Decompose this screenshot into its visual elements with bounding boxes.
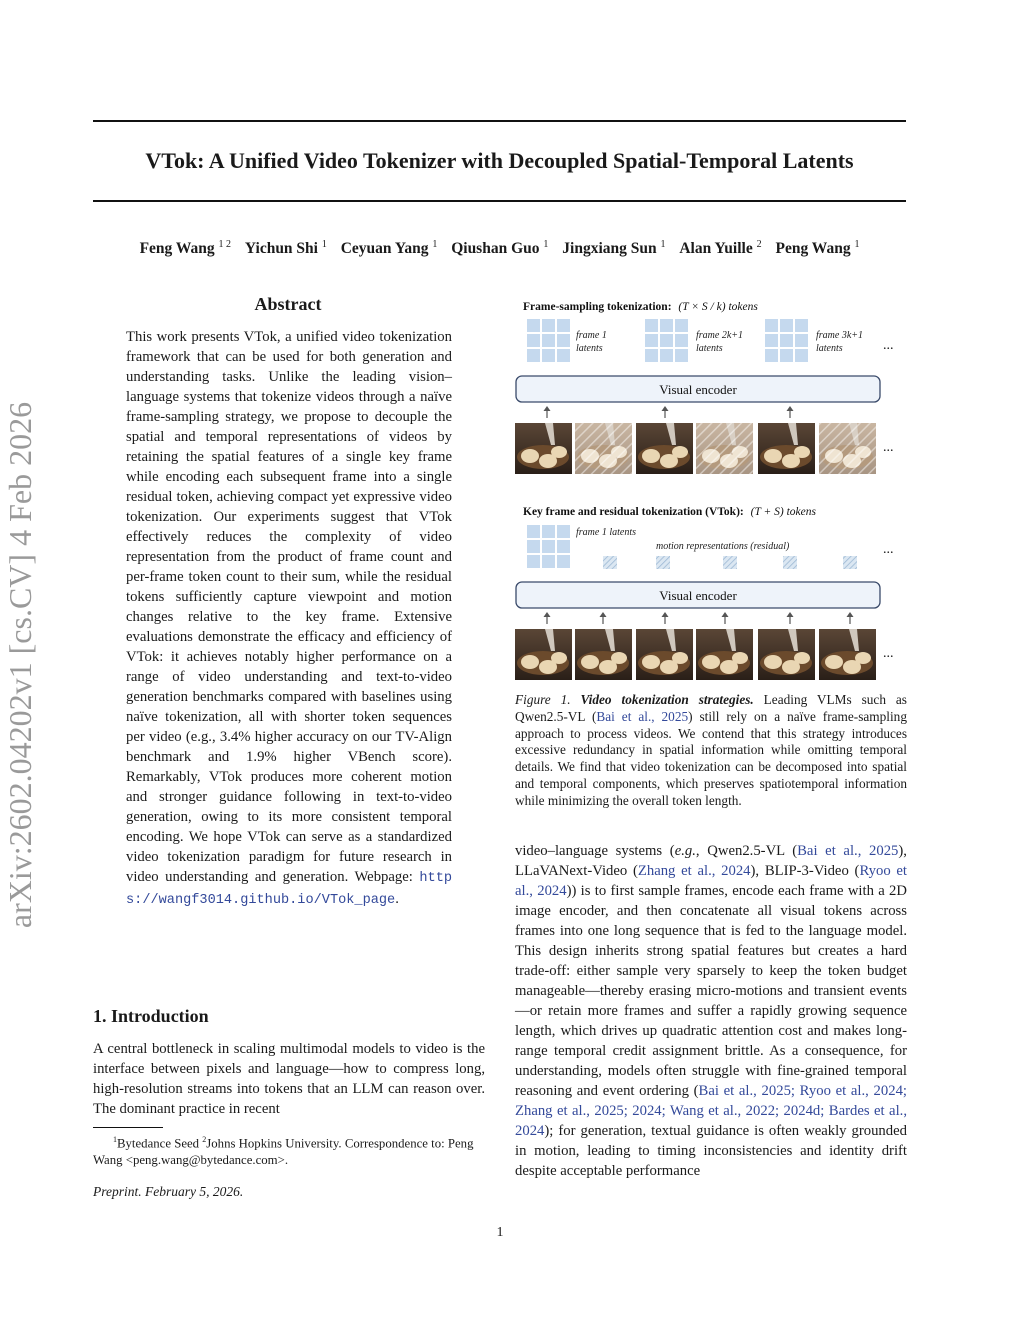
author: Jingxiang Sun $^1$ bbox=[562, 239, 666, 258]
arrow-head bbox=[787, 612, 794, 617]
webpage-link[interactable]: https://wangf3014.github.io/VTok_page bbox=[126, 871, 453, 908]
video-frame bbox=[758, 629, 815, 680]
author-list bbox=[93, 234, 906, 260]
latent-cell bbox=[527, 540, 540, 553]
latent-cell bbox=[660, 334, 673, 347]
arxiv-identifier: arXiv:2602.04202v1 [cs.CV] 4 Feb 2026 bbox=[2, 401, 38, 929]
title-bottom-rule bbox=[93, 200, 906, 202]
intro-paragraph: A central bottleneck in scaling multimodal models to video is the interface between pixels and language—how to compress long, high-resolution streams into tokens that an LLM can reason over. The dominant practice in recent bbox=[93, 1041, 485, 1117]
latent-cell bbox=[780, 319, 793, 332]
paper-title: VTok: A Unified Video Tokenizer with Decoupled Spatial-Temporal Latents bbox=[145, 148, 854, 173]
latent-cell bbox=[527, 525, 540, 538]
pancake bbox=[702, 655, 720, 669]
pancake bbox=[672, 446, 688, 458]
video-frame-skipped bbox=[575, 423, 632, 474]
bottom-video-frames bbox=[515, 629, 876, 680]
pancake bbox=[855, 652, 871, 664]
latent-cell bbox=[765, 319, 778, 332]
latent-cell bbox=[542, 334, 555, 347]
pancake bbox=[794, 652, 810, 664]
latent-cell bbox=[765, 349, 778, 362]
bottom-panel-heading: Key frame and residual tokenization (VTok): (T + S) tokens bbox=[523, 506, 816, 518]
latent-cell bbox=[645, 349, 658, 362]
visual-encoder-top-label: Visual encoder bbox=[659, 382, 737, 397]
latent-cell bbox=[542, 555, 555, 568]
arrow-head bbox=[600, 612, 607, 617]
figure-1-diagram bbox=[513, 294, 909, 684]
frame-latent-grids bbox=[527, 319, 808, 362]
latent-cell bbox=[675, 349, 688, 362]
top-arrows bbox=[544, 406, 794, 418]
latent-cell bbox=[527, 555, 540, 568]
author: Ceyuan Yang $^1$ bbox=[340, 239, 438, 258]
video-frame bbox=[636, 629, 693, 680]
residual-token bbox=[656, 556, 670, 569]
top-video-frames bbox=[515, 423, 876, 474]
ellipsis: ... bbox=[883, 440, 894, 455]
video-frame bbox=[636, 423, 693, 474]
pancake bbox=[521, 449, 539, 463]
pancake bbox=[551, 652, 567, 664]
latent-cell bbox=[527, 349, 540, 362]
arrow-head bbox=[847, 612, 854, 617]
latent-cell bbox=[542, 319, 555, 332]
pancake bbox=[825, 655, 843, 669]
residual-tokens bbox=[603, 556, 857, 569]
residual-token bbox=[603, 556, 617, 569]
residual-token bbox=[843, 556, 857, 569]
arrow-head bbox=[787, 406, 794, 411]
latent-cell bbox=[542, 525, 555, 538]
video-frame bbox=[575, 629, 632, 680]
latent-cell bbox=[780, 349, 793, 362]
latent-cell bbox=[527, 334, 540, 347]
pancake bbox=[794, 446, 810, 458]
video-frame bbox=[515, 423, 572, 474]
latent-cell bbox=[557, 349, 570, 362]
video-frame bbox=[515, 629, 572, 680]
latent-cell bbox=[660, 319, 673, 332]
author: Feng Wang $^{1 2}$ bbox=[139, 239, 232, 258]
video-frame bbox=[696, 629, 753, 680]
latent-label-frame-2k1: frame 2k+1 bbox=[696, 330, 744, 341]
latent-cell bbox=[557, 555, 570, 568]
title-top-rule bbox=[93, 120, 906, 122]
pancake bbox=[764, 449, 782, 463]
figure-1-caption: Figure 1. Video tokenization strategies. Leading VLMs such as Qwen2.5-VL (Bai et al., 2025) still rely on a naïve frame-sampling approach to process videos. We contend that this strategy introduces excessive redundancy in spatial information while omitting temporal details. We find that video tokenization can be decomposed into spatial and temporal components, which preserves spatiotemporal information while minimizing the overall token length. bbox=[515, 692, 907, 808]
citation-link[interactable]: Bai et al., 2025; Ryoo et al., 2024; Zhang et al., 2025; 2024; Wang et al., 2022; 2024d; Bardes et al., 2024 bbox=[515, 1083, 907, 1139]
key-frame-latent-grid bbox=[527, 525, 570, 568]
citation-link[interactable]: Ryoo et al., 2024 bbox=[515, 863, 908, 899]
pancake bbox=[642, 449, 660, 463]
skip-overlay bbox=[575, 423, 632, 474]
preprint-note: Preprint. February 5, 2026. bbox=[93, 1184, 244, 1199]
latent-cell bbox=[557, 319, 570, 332]
video-frame-skipped bbox=[819, 423, 876, 474]
latent-cell bbox=[765, 334, 778, 347]
skip-overlay bbox=[819, 423, 876, 474]
key-frame-latents-label: frame 1 latents bbox=[576, 527, 636, 538]
arrow-head bbox=[544, 406, 551, 411]
author: Alan Yuille $^2$ bbox=[679, 239, 762, 258]
author: Yichun Shi $^1$ bbox=[244, 239, 327, 258]
latent-cell bbox=[780, 334, 793, 347]
latent-cell bbox=[795, 319, 808, 332]
video-frame-skipped bbox=[696, 423, 753, 474]
latent-label-frame-1-sub: latents bbox=[576, 343, 603, 354]
footnote: $^1$Bytedance Seed $^2$Johns Hopkins University. Correspondence to: Peng Wang <peng.wang@bytedance.com>. bbox=[93, 1135, 474, 1168]
pancake bbox=[581, 655, 599, 669]
arrow-head bbox=[662, 612, 669, 617]
top-panel-heading: Frame-sampling tokenization: (T × S / k) tokens bbox=[523, 301, 758, 313]
latent-cell bbox=[542, 540, 555, 553]
pancake bbox=[642, 655, 660, 669]
latent-label-frame-2k1-sub: latents bbox=[696, 343, 723, 354]
motion-representations-label: motion representations (residual) bbox=[656, 541, 790, 552]
page-number: 1 bbox=[496, 1225, 504, 1240]
pancake bbox=[672, 652, 688, 664]
latent-cell bbox=[557, 525, 570, 538]
pancake bbox=[732, 652, 748, 664]
citation-link[interactable]: Bai et al., 2025 bbox=[797, 843, 899, 859]
arrow-head bbox=[662, 406, 669, 411]
video-frame bbox=[758, 423, 815, 474]
latent-cell bbox=[675, 319, 688, 332]
pancake bbox=[551, 446, 567, 458]
residual-token bbox=[783, 556, 797, 569]
intro-paragraph-continued: video–language systems (e.g., Qwen2.5-VL (Bai et al., 2025), LLaVANext-Video (Zhang et al., 2024), BLIP-3-Video (Ryoo et al., 2024)) is to first sample frames, encode each frame with a 2D image encoder, and then concatenate all visual tokens across frames into one long sequence that is fed to the language model. This design inherits strong spatial features but creates a hard trade-off: either sample very sparsely to keep the token budget manageable—thereby erasing micro-motions and transient events—or retain more frames and suffer a rapidly growing sequence length, which drives up quadratic attention cost and makes long-range temporal credit assignment brittle. As a consequence, for understanding, models often struggle with fine-grained temporal reasoning and event ordering (Bai et al., 2025; Ryoo et al., 2024; Zhang et al., 2025; 2024; Wang et al., 2022; 2024d; Bardes et al., 2024); for generation, textual guidance is often weakly grounded in motion, leading to timing inconsistencies and identity drift despite acceptable performance bbox=[515, 843, 908, 1179]
abstract-heading: Abstract bbox=[254, 294, 322, 314]
latent-cell bbox=[795, 349, 808, 362]
ellipsis: ... bbox=[883, 542, 894, 557]
ellipsis: ... bbox=[883, 338, 894, 353]
abstract-body: This work presents VTok, a unified video tokenization framework that can be used for both generation and understanding tasks. Unlike the leading vision–language systems that tokenize videos through a naïve frame-sampling strategy, we propose to decouple the spatial and temporal representations of videos by retaining the spatial features of a single key frame while encoding each subsequent frame into a single residual token, achieving compact yet expressive video tokenization. Our experiments suggest that VTok effectively reduces the complexity of video representation from the product of frame count and per-frame token count to their sum, while the residual tokens sufficiently capture viewpoint and motion changes relative to the key frame. Extensive evaluations demonstrate the efficacy and efficiency of VTok: it achieves notably higher performance on a range of video understanding and text-to-video generation benchmarks compared with baselines using naïve tokenization, all with shorter token sequences per video (e.g., 3.4% higher accuracy on our TV-Align benchmark and 1.9% higher VBench score). Remarkably, VTok produces more coherent motion and stronger guidance following in text-to-video generation, owing to its more consistent temporal encoding. We hope VTok can serve as a standardized video tokenization paradigm for future research in video understanding and generation. Webpage: https://wangf3014.github.io/VTok_page. bbox=[126, 329, 453, 908]
author: Peng Wang $^1$ bbox=[775, 239, 860, 258]
visual-encoder-bottom-label: Visual encoder bbox=[659, 588, 737, 603]
latent-cell bbox=[645, 334, 658, 347]
pancake bbox=[521, 655, 539, 669]
arrow-head bbox=[544, 612, 551, 617]
ellipsis: ... bbox=[883, 646, 894, 661]
latent-label-frame-1: frame 1 bbox=[576, 330, 607, 341]
latent-cell bbox=[557, 334, 570, 347]
latent-cell bbox=[557, 540, 570, 553]
citation-link[interactable]: Bai et al., 2025 bbox=[596, 708, 689, 724]
latent-cell bbox=[795, 334, 808, 347]
skip-overlay bbox=[696, 423, 753, 474]
bottom-arrows bbox=[544, 612, 854, 624]
latent-cell bbox=[527, 319, 540, 332]
footnote-rule bbox=[93, 1127, 163, 1128]
latent-cell bbox=[660, 349, 673, 362]
latent-label-frame-3k1: frame 3k+1 bbox=[816, 330, 864, 341]
citation-link[interactable]: Zhang et al., 2024 bbox=[637, 863, 751, 879]
latent-label-frame-3k1-sub: latents bbox=[816, 343, 843, 354]
latent-cell bbox=[675, 334, 688, 347]
author: Qiushan Guo $^1$ bbox=[451, 239, 549, 258]
pancake bbox=[611, 652, 627, 664]
arrow-head bbox=[722, 612, 729, 617]
video-frame bbox=[819, 629, 876, 680]
residual-token bbox=[723, 556, 737, 569]
latent-cell bbox=[645, 319, 658, 332]
latent-cell bbox=[542, 349, 555, 362]
section-heading-introduction: 1. Introduction bbox=[93, 1006, 209, 1026]
pancake bbox=[764, 655, 782, 669]
